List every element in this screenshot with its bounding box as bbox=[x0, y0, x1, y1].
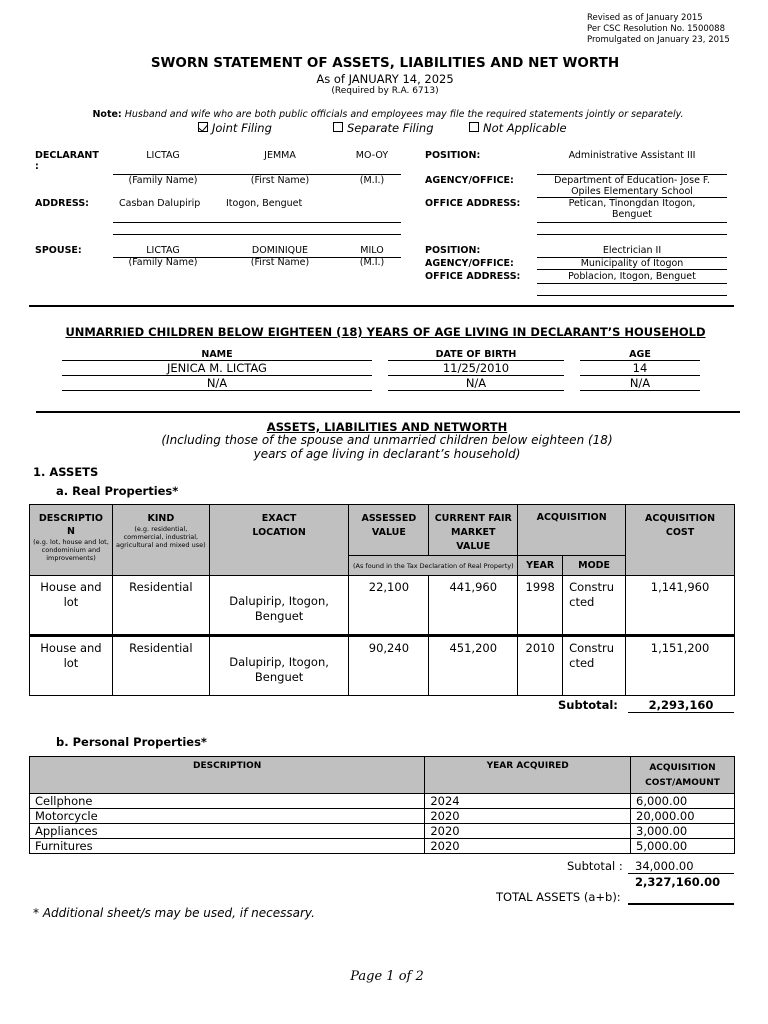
personal-subtotal-value: 34,000.00 bbox=[635, 859, 694, 873]
family-name-caption: (Family Name) bbox=[128, 257, 198, 268]
revision-info bbox=[587, 13, 730, 46]
personal-properties-table bbox=[29, 756, 735, 854]
spouse-mi: MILO bbox=[360, 245, 384, 256]
real-header-row bbox=[30, 505, 735, 556]
real-properties-heading: a. Real Properties* bbox=[56, 484, 179, 498]
divider bbox=[580, 390, 700, 391]
checkbox-icon[interactable] bbox=[333, 122, 343, 132]
section-divider bbox=[29, 305, 734, 307]
agency-label: AGENCY/OFFICE: bbox=[425, 175, 514, 186]
spouse-position-label: POSITION: bbox=[425, 245, 481, 256]
aln-heading: ASSETS, LIABILITIES AND NETWORTH bbox=[266, 420, 508, 434]
assets-heading: 1. ASSETS bbox=[33, 465, 99, 479]
real-properties-table bbox=[29, 504, 735, 696]
col-acquisition: ACQUISITION bbox=[518, 505, 626, 556]
divider bbox=[537, 222, 727, 223]
declarant-agency-2: Opiles Elementary School bbox=[571, 186, 693, 197]
spouse-label: SPOUSE: bbox=[35, 245, 82, 256]
divider bbox=[628, 712, 734, 713]
tax-declaration-note: (As found in the Tax Declaration of Real Property) bbox=[349, 556, 518, 576]
address-line-2: Itogon, Benguet bbox=[226, 198, 303, 209]
filing-option-label: Separate Filing bbox=[347, 121, 434, 135]
checkbox-icon[interactable] bbox=[469, 122, 479, 132]
address-line-1: Casban Dalupirip bbox=[119, 198, 201, 209]
mi-caption: (M.I.) bbox=[359, 257, 385, 268]
declarant-family-name: LICTAG bbox=[146, 150, 180, 161]
real-subtotal-label: Subtotal: bbox=[558, 698, 618, 712]
child-name: N/A bbox=[206, 376, 228, 390]
child-age: 14 bbox=[632, 361, 648, 375]
col-location: EXACT LOCATION bbox=[209, 505, 349, 576]
filing-option-label: Not Applicable bbox=[483, 121, 567, 135]
divider bbox=[628, 873, 734, 874]
position-label: POSITION: bbox=[425, 150, 481, 161]
aln-subheading-1: (Including those of the spouse and unmarried children below eighteen (18) bbox=[161, 433, 613, 447]
page-title: SWORN STATEMENT OF ASSETS, LIABILITIES AND NET WORTH bbox=[150, 55, 620, 71]
divider bbox=[388, 390, 564, 391]
col-mode: MODE bbox=[563, 556, 626, 576]
promulgated-line: Promulgated on January 23, 2015 bbox=[587, 35, 730, 45]
divider bbox=[537, 283, 727, 284]
child-age: N/A bbox=[629, 376, 651, 390]
table-row: House and lot Residential Dalupirip, Itogon, Benguet 22,100 441,960 1998 Constru cted 1,141,960 bbox=[30, 576, 735, 636]
page-number: Page 1 of 2 bbox=[350, 969, 424, 984]
section-divider bbox=[36, 411, 740, 413]
divider bbox=[113, 222, 401, 223]
table-row: Cellphone 2024 6,000.00 bbox=[30, 794, 735, 809]
filing-option-joint[interactable] bbox=[198, 121, 272, 135]
as-of-date: As of JANUARY 14, 2025 bbox=[316, 72, 454, 86]
first-name-caption: (First Name) bbox=[250, 257, 310, 268]
personal-header-row bbox=[30, 757, 735, 794]
personal-subtotal-label: Subtotal : bbox=[567, 859, 623, 873]
col-description: DESCRIPTIO N (e.g. lot, house and lot, condominium and improvements) bbox=[30, 505, 113, 576]
divider bbox=[537, 295, 727, 296]
filing-option-not-applicable[interactable] bbox=[469, 121, 567, 135]
office-address-label: OFFICE ADDRESS: bbox=[425, 198, 521, 209]
address-label: ADDRESS: bbox=[35, 198, 89, 209]
aln-subheading-2: years of age living in declarant’s household) bbox=[253, 447, 521, 461]
personal-properties-heading: b. Personal Properties* bbox=[56, 735, 207, 749]
real-subtotal-value: 2,293,160 bbox=[648, 698, 714, 712]
filing-option-label: Joint Filing bbox=[212, 121, 272, 135]
spouse-position: Electrician II bbox=[602, 245, 662, 256]
declarant-position: Administrative Assistant III bbox=[568, 150, 696, 161]
child-dob: N/A bbox=[465, 376, 487, 390]
children-col-dob: DATE OF BIRTH bbox=[435, 349, 517, 360]
col-cost-amount: ACQUISITION COST/AMOUNT bbox=[631, 757, 735, 794]
spouse-agency: Municipality of Itogon bbox=[580, 258, 684, 269]
col-fair-market: CURRENT FAIR MARKET VALUE bbox=[429, 505, 518, 556]
table-row: Appliances 2020 3,000.00 bbox=[30, 824, 735, 839]
col-acquisition-cost: ACQUISITION COST bbox=[626, 505, 735, 576]
total-assets-line bbox=[628, 903, 734, 905]
declarant-first-name: JEMMA bbox=[264, 150, 296, 161]
child-name: JENICA M. LICTAG bbox=[167, 361, 267, 375]
spouse-agency-label: AGENCY/OFFICE: bbox=[425, 258, 514, 269]
assets-grand-value: 2,327,160.00 bbox=[635, 875, 721, 889]
resolution-line: Per CSC Resolution No. 1500088 bbox=[587, 24, 726, 34]
spouse-office: Poblacion, Itogon, Benguet bbox=[568, 271, 696, 282]
note-text: Husband and wife who are both public officials and employees may file the required statements jointly or separately. bbox=[124, 109, 684, 120]
declarant-label-colon: : bbox=[35, 161, 39, 172]
children-col-age: AGE bbox=[629, 349, 651, 360]
total-assets-label: TOTAL ASSETS (a+b): bbox=[496, 890, 621, 904]
family-name-caption: (Family Name) bbox=[128, 175, 198, 186]
table-row: House and lot Residential Dalupirip, Itogon, Benguet 90,240 451,200 2010 Constru cted 1,151,200 bbox=[30, 636, 735, 696]
note-label: Note: bbox=[92, 109, 122, 120]
footnote: * Additional sheet/s may be used, if necessary. bbox=[33, 906, 315, 920]
col-year: YEAR bbox=[518, 556, 563, 576]
declarant-office-1: Petican, Tinongdan Itogon, bbox=[568, 198, 696, 209]
divider bbox=[537, 234, 727, 235]
divider bbox=[113, 234, 401, 235]
col-description: DESCRIPTION bbox=[30, 757, 425, 794]
table-row: Motorcycle 2020 20,000.00 bbox=[30, 809, 735, 824]
first-name-caption: (First Name) bbox=[250, 175, 310, 186]
children-heading: UNMARRIED CHILDREN BELOW EIGHTEEN (18) YEARS OF AGE LIVING IN DECLARANT’S HOUSEHOLD bbox=[65, 325, 706, 339]
filing-option-separate[interactable] bbox=[333, 121, 434, 135]
child-dob: 11/25/2010 bbox=[442, 361, 510, 375]
spouse-family-name: LICTAG bbox=[146, 245, 180, 256]
filing-note bbox=[0, 109, 768, 120]
revised-line: Revised as of January 2015 bbox=[587, 13, 703, 23]
table-row: Furnitures 2020 5,000.00 bbox=[30, 839, 735, 854]
col-year-acquired: YEAR ACQUIRED bbox=[425, 757, 631, 794]
checked-box-icon[interactable] bbox=[198, 122, 208, 132]
declarant-label: DECLARANT bbox=[35, 150, 99, 161]
divider bbox=[62, 390, 372, 391]
declarant-agency-1: Department of Education- Jose F. bbox=[554, 175, 710, 186]
mi-caption: (M.I.) bbox=[359, 175, 385, 186]
spouse-office-label: OFFICE ADDRESS: bbox=[425, 271, 521, 282]
declarant-office-2: Benguet bbox=[611, 209, 652, 220]
spouse-first-name: DOMINIQUE bbox=[251, 245, 309, 256]
col-kind: KIND (e.g. residential, commercial, industrial, agricultural and mixed use) bbox=[112, 505, 209, 576]
col-assessed: ASSESSED VALUE bbox=[349, 505, 429, 556]
required-by: (Required by R.A. 6713) bbox=[331, 86, 439, 96]
divider bbox=[537, 269, 727, 270]
children-col-name: NAME bbox=[201, 349, 233, 360]
declarant-mi: MO-OY bbox=[355, 150, 389, 161]
